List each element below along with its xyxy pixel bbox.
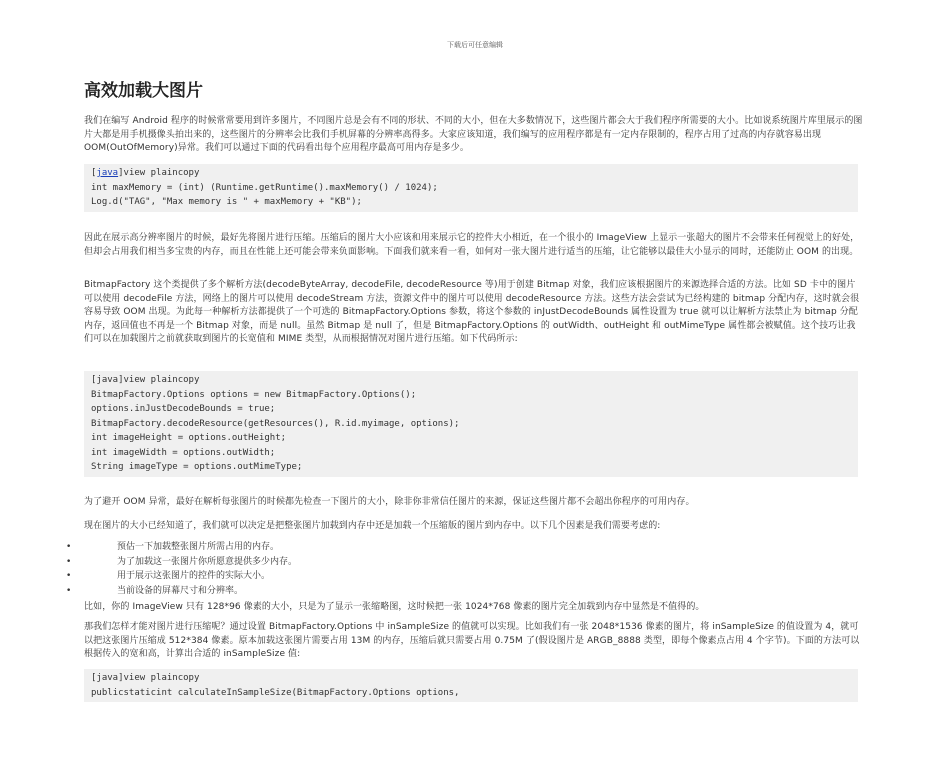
example-paragraph: 比如，你的 ImageView 只有 128*96 像素的大小，只是为了显示一张缩略图，这时候把一张 1024*768 像素的图片完全加载到内存中显然是不值得的。 [84, 602, 705, 612]
code-line: int imageHeight = options.outHeight; [91, 433, 287, 443]
code-line: BitmapFactory.decodeResource(getResources(), R.id.myimage, options); [91, 418, 460, 429]
code-header-rest: view plaincopy [123, 168, 200, 178]
code-line: String imageType = options.outMimeType; [91, 462, 303, 472]
compress-paragraph: 因此在展示高分辨率图片的时候，最好先将图片进行压缩。压缩后的图片大小应该和用来展示它的控件大小相近，在一个很小的 ImageView 上显示一张超大的图片不会带来任何视觉上的好处，但却会占用我们相当多宝贵的内存，而且在性能上还可能会带来负面影响。下面我们就来看一看，如何对一张大图片进行适当的压缩，让它能够以最佳大小显示的同时，还能防止 OOM 的出现。 [84, 233, 860, 257]
code-line: publicstaticint calculateInSampleSize(BitmapFactory.Options options, [91, 687, 460, 698]
code-block-options [84, 371, 858, 477]
header-note: 下载后可任意编辑 [447, 41, 503, 49]
java-link[interactable]: java [96, 168, 119, 178]
list-item: • 预估一下加载整张图片所需占用的内存。 [60, 540, 860, 555]
factors-paragraph: 现在图片的大小已经知道了，我们就可以决定是把整张图片加载到内存中还是加载一个压缩版的图片到内存中。以下几个因素是我们需要考虑的: [84, 521, 661, 531]
page-title: 高效加载大图片 [84, 81, 203, 101]
code-line: options.inJustDecodeBounds = true; [91, 404, 276, 414]
factors-list [60, 540, 860, 598]
code-line: Log.d("TAG", "Max memory is " + maxMemory + "KB"); [91, 197, 362, 207]
code-header: [java]view plaincopy [91, 168, 200, 178]
insamplesize-paragraph: 那我们怎样才能对图片进行压缩呢？通过设置 BitmapFactory.Options 中 inSampleSize 的值就可以实现。比如我们有一张 2048*1536 像素的图片，将 inSampleSize 的值设置为 4，就可以把这张图片压缩成 512*384 像素。原本加载这张图片需要占用 13M 的内存，压缩后就只需要占用 0.75M 了(假设图片是 ARGB_8888 类型，即每个像素点占用 4 个字节)。下面的方法可以根据传入的宽和高，计算出合适的 inSampleSize 值: [84, 622, 860, 659]
code-line: [java]view plaincopy [91, 673, 200, 683]
bullet-icon: • [66, 585, 72, 596]
intro-paragraph: 我们在编写 Android 程序的时候常常要用到许多图片，不同图片总是会有不同的形状、不同的大小，但在大多数情况下，这些图片都会大于我们程序所需要的大小。比如说系统图片库里展示的图片大都是用手机摄像头拍出来的，这些图片的分辨率会比我们手机屏幕的分辨率高得多。大家应该知道，我们编写的应用程序都是有一定内存限制的，程序占用了过高的内存就容易出现 OOM(OutOfMemory)异常。我们可以通过下面的代码看出每个应用程序最高可用内存是多少。 [84, 116, 863, 153]
bullet-icon: • [66, 542, 72, 552]
code-block-memory [84, 164, 858, 212]
bullet-icon: • [66, 556, 72, 567]
code-line: int maxMemory = (int) (Runtime.getRuntime().maxMemory() / 1024); [91, 182, 438, 193]
code-line: BitmapFactory.Options options = new BitmapFactory.Options(); [91, 389, 417, 400]
bullet-icon: • [66, 571, 72, 581]
bitmapfactory-paragraph: BitmapFactory 这个类提供了多个解析方法(decodeByteArray, decodeFile, decodeResource 等)用于创建 Bitmap 对象，我们应该根据图片的来源选择合适的方法。比如 SD 卡中的图片可以使用 decodeFile 方法，网络上的图片可以使用 decodeStream 方法，资源文件中的图片可以使用 decodeResource 方法。这些方法会尝试为已经构建的 bitmap 分配内存，这时就会很容易导致 OOM 出现。为此每一种解析方法都提供了一个可选的 BitmapFactory.Options 参数，将这个参数的 inJustDecodeBounds 属性设置为 true 就可以让解析方法禁止为 bitmap 分配内存，返回值也不再是一个 Bitmap 对象，而是 null。虽然 Bitmap 是 null 了，但是 BitmapFactory.Options 的 outWidth、outHeight 和 outMimeType 属性都会被赋值。这个技巧让我们可以在加载图片之前就获取到图片的长宽值和 MIME 类型，从而根据情况对图片进行压缩。如下代码所示: [84, 280, 860, 344]
code-line: [java]view plaincopy [91, 375, 200, 385]
list-item: • 为了加载这一张图片你所愿意提供多少内存。 [60, 555, 860, 570]
list-item: • 当前设备的屏幕尺寸和分辨率。 [60, 584, 860, 599]
code-line: int imageWidth = options.outWidth; [91, 447, 276, 458]
list-item: • 用于展示这张图片的控件的实际大小。 [60, 569, 860, 584]
code-block-calculate [84, 669, 858, 702]
oom-paragraph: 为了避开 OOM 异常，最好在解析每张图片的时候都先检查一下图片的大小，除非你非常信任图片的来源，保证这些图片都不会超出你程序的可用内存。 [84, 497, 695, 507]
